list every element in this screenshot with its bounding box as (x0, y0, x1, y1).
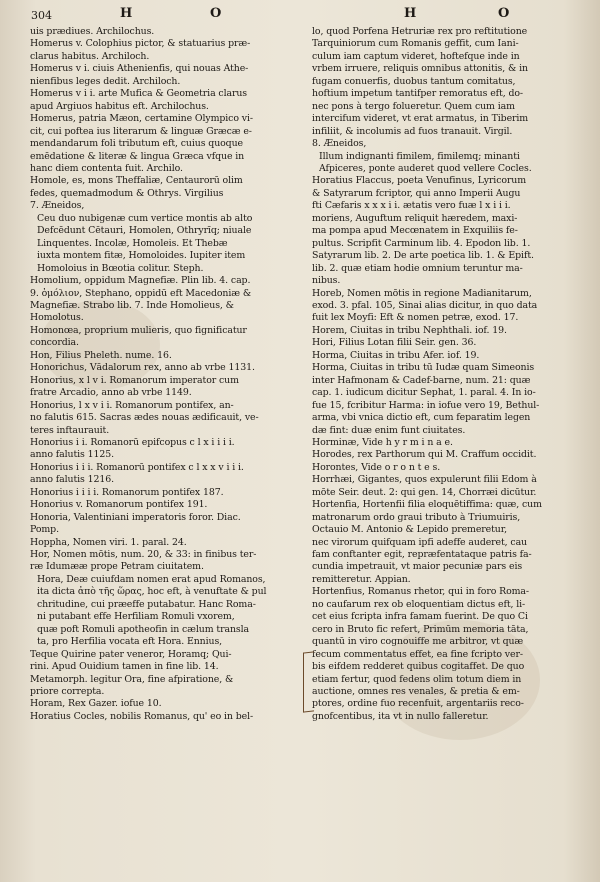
entry-line: Hori, Filius Lotan filii Seir. gen. 36. (312, 337, 477, 349)
entry-line: Homole, es, mons Theffaliæ, Centaurorū olim (30, 175, 243, 187)
entry-line: Horma, Ciuitas in tribu tū Iudæ quam Simeonis (312, 362, 535, 374)
dictionary-entry (312, 362, 597, 437)
dictionary-entry (30, 350, 300, 362)
entry-line: matronarum ordo graui tributo à Triumuiris, (312, 511, 521, 523)
dictionary-entry (30, 698, 300, 710)
entry-line: ptores, ordine fuo recenfuit, argentariis reco- (312, 698, 524, 710)
dictionary-entry (312, 474, 597, 499)
entry-line: Honorius, l x v i i. Romanorum pontifex, an- (30, 399, 234, 411)
entry-line: hanc diem contenta fuit. Archilo. (30, 162, 183, 174)
entry-line: Horminæ, Vide h y r m i n a e. (312, 436, 453, 448)
entry-line: uis prædiues. Archilochus. (30, 26, 155, 37)
entry-line: rini. Apud Ouidium tamen in fine lib. 14. (30, 661, 219, 673)
entry-line: no falutis 615. Sacras ædes nouas ædificauit, ve- (30, 412, 259, 424)
entry-line: Ceu duo nubigenæ cum vertice montis ab alto (37, 212, 253, 224)
running-head-letter: O (498, 6, 510, 21)
entry-line: no caufarum rex ob eloquentiam dictus eft, li- (312, 598, 526, 610)
dictionary-entry (312, 462, 597, 474)
entry-line: nienfibus leges dedit. Archiloch. (30, 75, 181, 87)
dictionary-entry (30, 537, 300, 549)
dictionary-entry (30, 487, 300, 499)
entry-line: Hoppha, Nomen viri. 1. paral. 24. (30, 536, 187, 548)
dictionary-entry (30, 325, 300, 350)
entry-line: Hortenfius, Romanus rhetor, qui in foro Roma- (312, 586, 529, 598)
dictionary-entry (312, 449, 597, 461)
entry-line: Horontes, Vide o r o n t e s. (312, 461, 441, 473)
entry-line: nibus. (312, 275, 341, 287)
dictionary-entry (30, 38, 300, 63)
dictionary-entry (30, 711, 300, 723)
entry-line: bis eifdem redderet quibus cogitaffet. De quo (312, 661, 525, 673)
entry-line: emēdatione & literæ & lingua Græca vfque in (30, 150, 245, 162)
entry-line: mōte Seir. deut. 2: qui gen. 14, Chorræi dicūtur. (312, 486, 537, 498)
entry-line: ræ Idumææ prope Petram ciuitatem. (30, 561, 204, 573)
entry-line: Hon, Filius Pheleth. nume. 16. (30, 349, 172, 361)
entry-line: Honorius i i. Romanorū epifcopus c l x i i i i. (30, 436, 235, 448)
entry-line: Octauio M. Antonio & Lepido premeretur, (312, 524, 507, 536)
entry-line: concordia. (30, 337, 79, 349)
entry-line: Honoria, Valentiniani imperatoris foror. Diac. (30, 511, 241, 523)
entry-line: Teque Quirine pater veneror, Horamq; Qui- (30, 648, 232, 660)
entry-line: Honorichus, Vādalorum rex, anno ab vrbe 1131. (30, 362, 255, 374)
entry-line: 9. ὁμόλιον, Stephano, oppidū eft Macedoniæ & (30, 287, 252, 299)
entry-line: fuit lex Moyfi: Eft & nomen petræ, exod. 17. (312, 312, 519, 324)
entry-line: Horatius Cocles, nobilis Romanus, qu' eo in bel- (30, 710, 254, 722)
entry-line: Horeb, Nomen mōtis in regione Madianitarum, (312, 287, 532, 299)
page-number: 304 (31, 9, 52, 22)
entry-line: Satyrarum lib. 2. De arte poetica lib. 1. & Epift. (312, 250, 534, 262)
entry-line: cero in Bruto fic refert, Primūm memoria tāta, (312, 623, 529, 635)
dictionary-entry (30, 649, 300, 699)
dictionary-entry (30, 26, 300, 38)
entry-line: ni putabant effe Herfiliam Romuli vxorem, (37, 611, 235, 623)
entry-line: ita dicta ἀπὸ τῆς ὥρας, hoc eft, à venuftate & pul (37, 586, 267, 598)
right-column (312, 26, 597, 723)
entry-line: clarus habitus. Archiloch. (30, 50, 150, 62)
entry-line: exod. 3. pfal. 105, Sinai alias dicitur, in quo data (312, 299, 538, 311)
entry-line: Hortenfia, Hortenfii filia eloquētiffima: quæ, cum (312, 499, 542, 511)
dictionary-entry (312, 337, 597, 349)
entry-line: Homerus v i i. arte Mufica & Geometria clarus (30, 88, 248, 100)
dictionary-entry (312, 437, 597, 449)
entry-line: Horrhæi, Gigantes, quos expulerunt filii Edom à (312, 474, 537, 486)
entry-line: inter Hafmonam & Cadef-barne, num. 21: quæ (312, 374, 531, 386)
entry-line: gnofcentibus, ita vt in nullo falleretur. (312, 710, 489, 722)
entry-line: remitteretur. Appian. (312, 573, 411, 585)
entry-line: teres inftaurauit. (30, 424, 110, 436)
dictionary-entry (312, 586, 597, 723)
entry-line: etiam fertur, quod fedens olim totum diem in (312, 673, 522, 685)
page-header (0, 6, 600, 26)
dictionary-entry (312, 350, 597, 362)
entry-line: Horatius Flaccus, poeta Venufinus, Lyricorum (312, 175, 527, 187)
entry-line: Hor, Nomen mōtis, num. 20, & 33: in finibus ter- (30, 549, 257, 561)
dictionary-entry (30, 499, 300, 511)
entry-line: nec virorum quifquam ipfi adeffe auderet, cau (312, 536, 527, 548)
entry-line: hoftium impetum tantifper remoratus eft, do- (312, 88, 523, 100)
entry-line: Homerus v i. ciuis Athenienfis, qui nouas Athe- (30, 63, 249, 75)
left-column (30, 26, 300, 723)
entry-line: pultus. Scripfit Carminum lib. 4. Epodon lib. 1. (312, 237, 531, 249)
entry-line: mendandarum foli tributum eft, cuius quoque (30, 138, 243, 150)
entry-line: chritudine, cui præeffe putabatur. Hanc Roma- (37, 598, 256, 610)
entry-line: Metamorph. legitur Ora, fine afpiratione, & (30, 673, 234, 685)
running-head-letter: H (404, 6, 417, 21)
entry-line: Horem, Ciuitas in tribu Nephthali. iof. 19. (312, 324, 507, 336)
entry-line: Homerus v. Colophius pictor, & statuarius præ- (30, 38, 251, 50)
entry-line: fti Cæfaris x x x i i. ætatis vero fuæ l x i i i. (312, 200, 511, 212)
entry-line: Horma, Ciuitas in tribu Afer. iof. 19. (312, 349, 480, 361)
entry-line: infiliit, & incolumis ad fuos tranauit. Virgil. (312, 125, 513, 137)
entry-line: Illum indignanti fimilem, fimilemq; minanti (319, 150, 520, 162)
entry-line: quantū in viro cognouiffe me arbitror, vt quæ (312, 636, 524, 648)
dictionary-entry (30, 175, 300, 212)
entry-line: Defcēdunt Cētauri, Homolen, Othryrīq; niuale (37, 225, 252, 237)
entry-line: lib. 2. quæ etiam hodie omnium teruntur ma- (312, 262, 523, 274)
entry-line: vrbem irruere, reliquis omnibus attonitis, & in (312, 63, 528, 75)
entry-line: 7. Æneidos, (30, 200, 85, 212)
dictionary-entry (30, 275, 300, 325)
entry-line: Homolotus. (30, 312, 84, 324)
verse-quotation (30, 213, 300, 275)
running-head-letter: O (210, 6, 222, 21)
entry-line: iuxta montem fitæ, Homoloides. Iupiter item (37, 250, 246, 262)
entry-line: Homoloius in Bœotia colitur. Steph. (37, 262, 204, 274)
entry-line: & Satyrarum fcriptor, qui anno Imperii Augu (312, 187, 521, 199)
entry-line: Magnefiæ. Strabo lib. 7. Inde Homolieus, & (30, 299, 234, 311)
dictionary-entry (30, 63, 300, 88)
entry-line: dæ fint: duæ enim funt ciuitates. (312, 424, 466, 436)
entry-line: fratre Arcadio, anno ab vrbe 1149. (30, 387, 192, 399)
dictionary-entry (30, 462, 300, 487)
dictionary-entry (312, 325, 597, 337)
entry-line: Horam, Rex Gazer. iofue 10. (30, 698, 162, 710)
entry-line: Honorius i i i i. Romanorum pontifex 187. (30, 486, 224, 498)
entry-line: quæ poft Romuli apotheofin in cælum transla (37, 623, 249, 635)
entry-line: fecum commentatus effet, ea fine fcripto ver- (312, 648, 523, 660)
dictionary-entry (30, 375, 300, 400)
entry-line: cap. 1. iudicum dicitur Sephat, 1. paral. 4. In io- (312, 387, 536, 399)
entry-line: cit, cui poftea ius literarum & linguæ Græcæ e- (30, 125, 252, 137)
entry-line: Afpiceres, ponte auderet quod vellere Cocles. (319, 162, 532, 174)
entry-line: culum iam captum videret, hoftefque inde in (312, 50, 520, 62)
dictionary-entry (30, 437, 300, 462)
entry-line: Homonœa, proprium mulieris, quo fignificatur (30, 324, 247, 336)
entry-line: 8. Æneidos, (312, 138, 367, 150)
entry-line: fedes, quemadmodum & Othrys. Virgilius (30, 187, 224, 199)
dictionary-entry (30, 549, 300, 574)
entry-line: priore correpta. (30, 686, 105, 698)
entry-line: Honorius v. Romanorum pontifex 191. (30, 499, 208, 511)
entry-line: Tarquiniorum cum Romanis geffit, cum Iani- (312, 38, 519, 50)
entry-line: Honorius i i i. Romanorū pontifex c l x x v i i i. (30, 461, 244, 473)
entry-line: cet eius fcripta infra famam fuerint. De quo Ci (312, 611, 528, 623)
dictionary-entry (312, 26, 597, 151)
entry-line: ma pompa apud Mecœnatem in Exquiliis fe- (312, 225, 518, 237)
entry-line: ta, pro Herfilia vocata eft Hora. Ennius, (37, 636, 223, 648)
dictionary-entry (312, 499, 597, 586)
verse-quotation (30, 574, 300, 649)
dictionary-entry (30, 113, 300, 175)
dictionary-entry (30, 400, 300, 437)
entry-line: fue 15, fcribitur Harma: in iofue vero 19, Bethul- (312, 399, 540, 411)
dictionary-entry (30, 512, 300, 537)
dictionary-entry (312, 288, 597, 325)
entry-line: intercifum videret, vt erat armatus, in Tiberim (312, 113, 529, 125)
entry-line: apud Argiuos habitus eft. Archilochus. (30, 100, 209, 112)
entry-line: anno falutis 1216. (30, 474, 114, 486)
handwritten-bracket-mark (303, 651, 314, 712)
dictionary-entry (30, 362, 300, 374)
entry-line: auctione, omnes res venales, & pretia & em- (312, 686, 520, 698)
entry-line: anno falutis 1125. (30, 449, 114, 461)
entry-line: Homolium, oppidum Magnefiæ. Plin lib. 4. cap. (30, 275, 251, 287)
entry-line: Pomp. (30, 524, 59, 536)
entry-line: lo, quod Porfena Hetruriæ rex pro reftitutione (312, 26, 528, 37)
entry-line: moriens, Auguftum reliquit hæredem, maxi- (312, 212, 518, 224)
entry-line: cundia impetrauit, vt maior pecuniæ pars eis (312, 561, 523, 573)
dictionary-entry (30, 88, 300, 113)
entry-line: fam conftanter egit, repræfentataque patris fa- (312, 549, 532, 561)
entry-line: Horodes, rex Parthorum qui M. Craffum occidit. (312, 449, 537, 461)
entry-line: fugam conuerfis, duobus tantum comitatus, (312, 75, 516, 87)
entry-line: nec pons à tergo folueretur. Quem cum iam (312, 100, 515, 112)
dictionary-entry (312, 175, 597, 287)
entry-line: Hora, Deæ cuiufdam nomen erat apud Romanos, (37, 573, 266, 585)
entry-line: Linquentes. Incolæ, Homoleis. Et Thebæ (37, 237, 228, 249)
entry-line: arma, vbi vnica dictio eft, cum feparatim legen (312, 412, 531, 424)
running-head-letter: H (120, 6, 133, 21)
entry-line: Homerus, patria Mæon, certamine Olympico vi- (30, 113, 253, 125)
verse-quotation (312, 151, 597, 176)
entry-line: Honorius, x l v i. Romanorum imperator cum (30, 374, 239, 386)
